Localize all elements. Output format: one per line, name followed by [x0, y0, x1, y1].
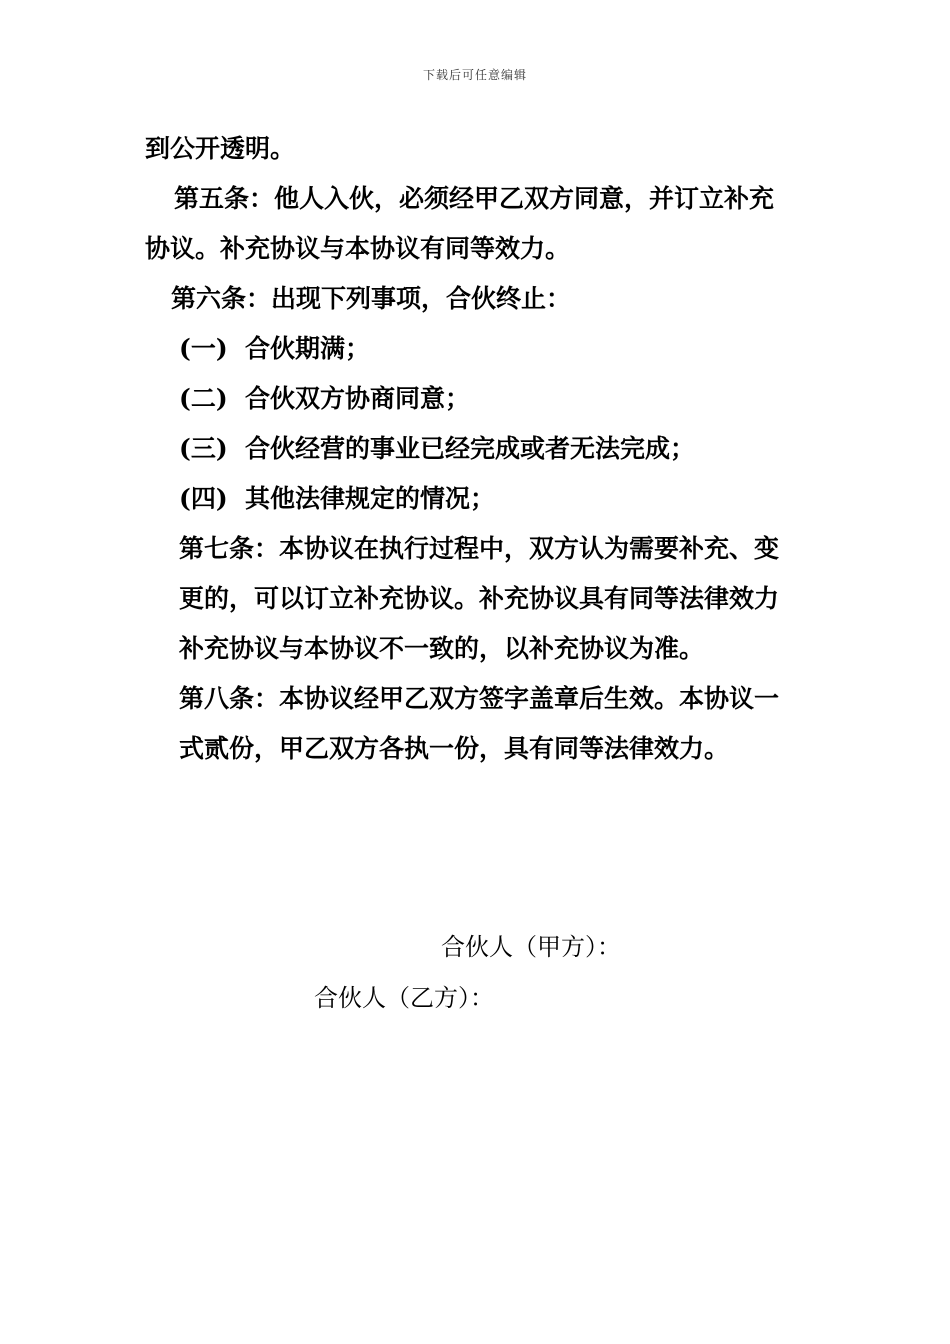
article-8-line-1: 第八条：本协议经甲乙双方签字盖章后生效。本协议一	[179, 684, 780, 713]
list-item	[179, 334, 370, 364]
header-note: 下载后可任意编辑	[422, 68, 527, 82]
article-8-line-2: 式贰份，甲乙双方各执一份，具有同等法律效力。	[179, 734, 730, 763]
signature-party-a: 合伙人（甲方）：	[441, 933, 621, 961]
list-item-number: (一)	[179, 334, 228, 363]
list-item-text: 其他法律规定的情况；	[245, 484, 496, 513]
list-item-number: (四)	[179, 484, 228, 513]
text-line: 到公开透明。	[145, 134, 296, 163]
article-5-line-1: 第五条：他人入伙，必须经甲乙双方同意，并订立补充	[174, 184, 775, 213]
list-item	[179, 484, 495, 514]
article-6-line-1: 第六条：出现下列事项，合伙终止：	[171, 284, 572, 313]
list-item-text: 合伙经营的事业已经完成或者无法完成；	[245, 434, 696, 463]
list-item-text: 合伙期满；	[245, 334, 371, 363]
list-item-number: (三)	[179, 434, 228, 463]
article-7-line-3: 补充协议与本协议不一致的，以补充协议为准。	[179, 634, 705, 663]
list-item-number: (二)	[179, 384, 228, 413]
signature-party-b: 合伙人（乙方）：	[314, 984, 494, 1012]
list-item	[179, 434, 695, 464]
list-item	[179, 384, 470, 414]
article-7-line-2: 更的，可以订立补充协议。补充协议具有同等法律效力	[179, 584, 780, 613]
list-item-text: 合伙双方协商同意；	[245, 384, 471, 413]
article-5-line-2: 协议。补充协议与本协议有同等效力。	[145, 234, 571, 263]
article-7-line-1: 第七条：本协议在执行过程中，双方认为需要补充、变	[179, 534, 780, 563]
